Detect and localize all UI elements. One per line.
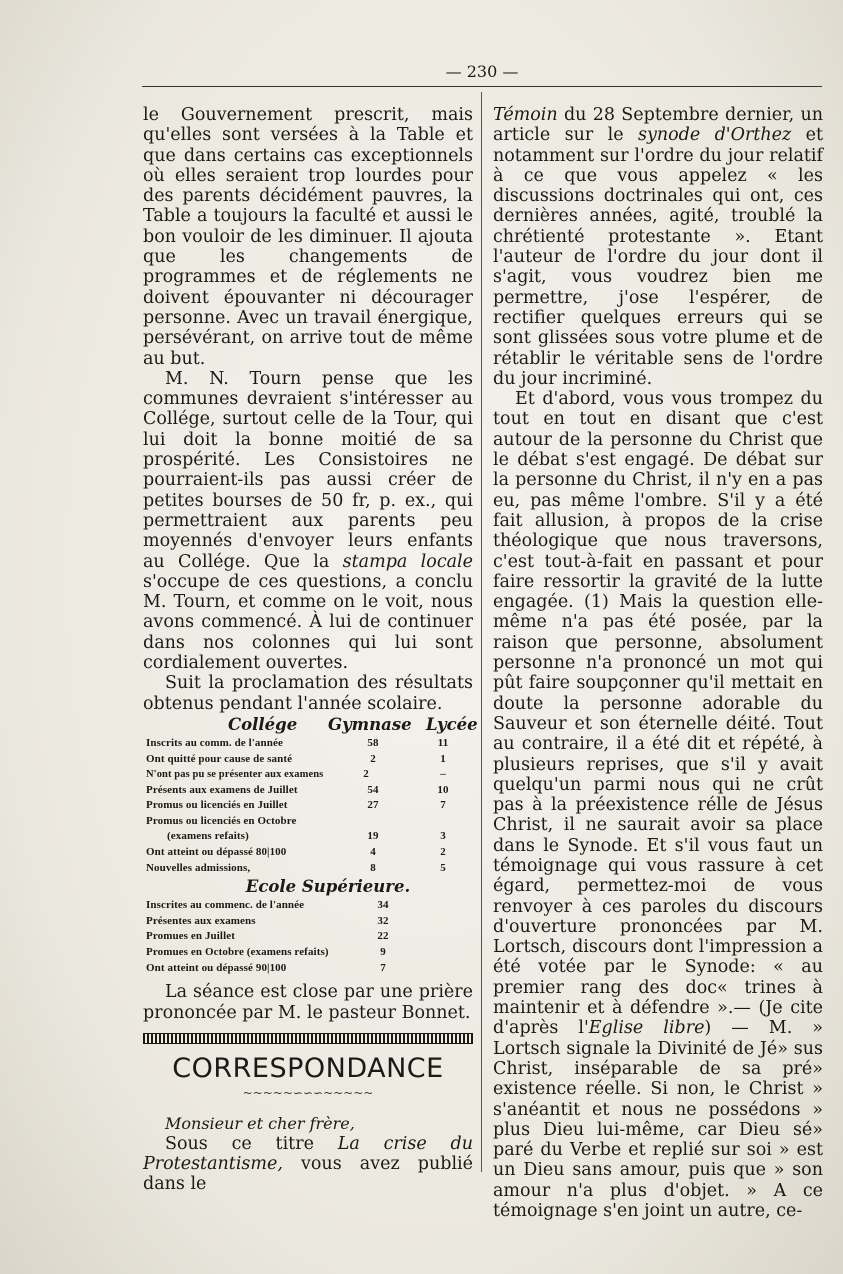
table-row — [143, 752, 473, 768]
text-run: Et d'abord, vous vous trompez du tout en tout en disant que c'est autour de la personne du Christ que le débat s'est engagé. De débat sur la personne du Christ, il n'y en a pas eu, pas même l'ombre. S'il y a été fait allusion, à propos de la crise théologique que nous traversons, c'est tout-à-fait en passant et pour faire ressortir la gravité de la lutte engagée. (1) Mais la question elle-même n'a pas été posée, par la raison que personne, absolument personne n'a prononcé un mot qui pût faire soupçonner qu'il mettait en doute la personne adorable du Sauveur et son éternelle déité. Tout au contraire, il a été dit et répété, à plusieurs reprises, que s'il y avait quelqu'un parmi nous qui ne crût pas à la préexistence rélle de Jésus Christ, il ne saurait avoir sa place dans le Synode. Et s'il vous faut un témoignage qui vous rassure à cet égard, permettez-moi de vous renvoyer à ces paroles du discours d'ouverture prononcées par M. Lortsch, discours dont l'impression a été votée par le Synode: « au premier rang des doc« trines à maintenir et à défendre ».— (Je cite d'après l' — [493, 389, 823, 1039]
table-row — [143, 736, 473, 752]
table-row — [143, 961, 473, 977]
cell: 54 — [367, 783, 379, 796]
paragraph — [143, 1134, 473, 1195]
italic-text: synode d'Orthez — [637, 125, 792, 146]
table-row — [143, 767, 473, 783]
row-label: Promues en Octobre (examens refaits) — [146, 946, 329, 959]
results-table-header — [143, 714, 478, 736]
row-label: Ont quitté pour cause de santé — [146, 752, 293, 765]
text-run: vous avez publié dans le — [143, 1154, 473, 1195]
column-header: Collége — [228, 714, 298, 734]
right-column — [493, 105, 823, 1221]
cell: 32 — [377, 914, 389, 927]
table-row — [143, 945, 473, 961]
cell: 9 — [380, 946, 386, 959]
cell: 27 — [367, 799, 379, 812]
ornamental-rule — [143, 1033, 473, 1044]
cell: 2 — [363, 768, 369, 781]
row-label: Promus ou licenciés en Juillet — [146, 799, 288, 812]
cell: – — [440, 768, 446, 781]
paragraph: La séance est close par une prière prononcée par M. le pasteur Bonnet. — [143, 982, 473, 1023]
cell: 10 — [437, 783, 449, 796]
ecole-superieure-heading: Ecole Supérieure. — [245, 877, 411, 897]
paragraph — [143, 369, 473, 673]
row-label: Inscrites au commenc. de l'année — [146, 899, 305, 912]
text-run: du 28 Septembre dernier, un article sur le — [493, 105, 823, 146]
table-row — [143, 898, 473, 914]
row-label: Ont atteint ou dépassé 90|100 — [146, 961, 287, 974]
cell: 4 — [370, 846, 376, 859]
text-run: ) — M. » Lortsch signale la Divinité de Jé» sus Christ, inséparable de sa pré» existence réelle. Si non, le Christ » s'anéantit et nous ne possédons » plus Dieu lui-même, car Dieu sé» paré du Verbe et replié sur soi » est un Dieu sans amour, puis que » son amour n'a plus d'objet. » A ce témoignage s'en joint un autre, ce- — [493, 1018, 823, 1222]
cell: 58 — [367, 736, 379, 749]
italic-text: Témoin — [493, 105, 558, 125]
cell: 2 — [440, 846, 446, 859]
cell: 19 — [367, 830, 379, 843]
text-run: s'occupe de ces questions, a conclu M. Tourn, et comme on le voit, nous avons commencé. À lui de continuer dans nos colonnes qui lui sont cordialement ouvertes. — [143, 571, 473, 674]
cell: 3 — [440, 830, 446, 843]
row-label: Promues en Juillet — [146, 930, 235, 943]
row-label: Promus ou licenciés en Octobre — [146, 814, 297, 827]
paragraph — [493, 105, 823, 389]
row-label: N'ont pas pu se présenter aux examens — [146, 769, 324, 781]
table-row — [143, 845, 473, 861]
table-row — [143, 783, 473, 799]
row-label: Nouvelles admissions, — [146, 861, 251, 874]
row-label: (examens refaits) — [167, 830, 249, 843]
cell: 7 — [440, 799, 446, 812]
page-number: — 230 — — [445, 62, 519, 81]
cell: 8 — [370, 861, 376, 874]
section-title: CORRESPONDANCE — [172, 1052, 444, 1084]
row-label: Présentes aux examens — [146, 914, 256, 927]
cell: 2 — [370, 752, 376, 765]
paragraph — [493, 389, 823, 1221]
table-row — [143, 798, 473, 814]
row-label: Ont atteint ou dépassé 80|100 — [146, 846, 287, 859]
salutation: Monsieur et cher frère, — [165, 1113, 355, 1133]
column-divider — [481, 92, 482, 1172]
table-row — [143, 929, 473, 945]
results-table — [143, 736, 473, 876]
table-row — [143, 861, 473, 877]
column-header: Lycée — [426, 714, 478, 734]
table-row — [143, 829, 473, 845]
table-row — [143, 914, 473, 930]
italic-text: Eglise libre — [588, 1018, 705, 1039]
cell: 5 — [440, 861, 446, 874]
header-rule — [142, 86, 822, 87]
cell: 22 — [377, 930, 389, 943]
cell: 7 — [380, 961, 386, 974]
cell: 1 — [440, 752, 446, 765]
italic-text: stampa locale — [342, 551, 474, 572]
paragraph: le Gouvernement prescrit, mais qu'elles sont versées à la Table et que dans certains cas exceptionnels où elles seraient trop lourdes pour des parents décidément pauvres, la Table a toujours la faculté et aussi le bon vouloir de les diminuer. Il ajouta que les changements de programmes et de réglements ne doivent épouvanter ni décourager personne. Avec un travail énergique, persévérant, on arrive tout de même au but. — [143, 105, 473, 369]
flourish-ornament: ~~~~~∽∽∽~~~~~ — [242, 1085, 374, 1100]
text-run: Sous ce titre — [165, 1133, 338, 1154]
row-label: Inscrits au comm. de l'année — [146, 736, 283, 749]
paragraph: Suit la proclamation des résultats obtenus pendant l'année scolaire. — [143, 673, 473, 714]
row-label: Présents aux examens de Juillet — [146, 783, 298, 796]
italic-text: La crise du Protestantisme, — [143, 1133, 473, 1175]
cell: 11 — [437, 736, 449, 749]
left-column — [143, 105, 478, 1195]
ecole-table — [143, 898, 473, 976]
column-header: Gymnase — [328, 714, 412, 734]
text-run: M. N. Tourn pense que les communes devraient s'intéresser au Collége, surtout celle de la Tour, qui lui doit la bonne moitié de sa prospérité. Les Consistoires ne pourraient-ils pas aussi créer de petites bourses de 50 fr, p. ex., qui permettraient aux parents peu moyennés d'envoyer leurs enfants au Collége. Que la — [143, 368, 473, 572]
text-run: et notamment sur l'ordre du jour relatif à ce que vous appelez « les discussions doctrinales qui ont, ces dernières années, agité, troublé la chrétienté protestante ». Etant l'auteur de l'ordre du jour dont il s'agit, vous voudrez bien me permettre, j'ose l'espérer, de rectifier quelques erreurs qui se sont glissées sous votre plume et de rétablir le véritable sens de l'ordre du jour incriminé. — [493, 125, 824, 389]
cell: 34 — [377, 899, 389, 912]
table-row — [143, 814, 473, 830]
